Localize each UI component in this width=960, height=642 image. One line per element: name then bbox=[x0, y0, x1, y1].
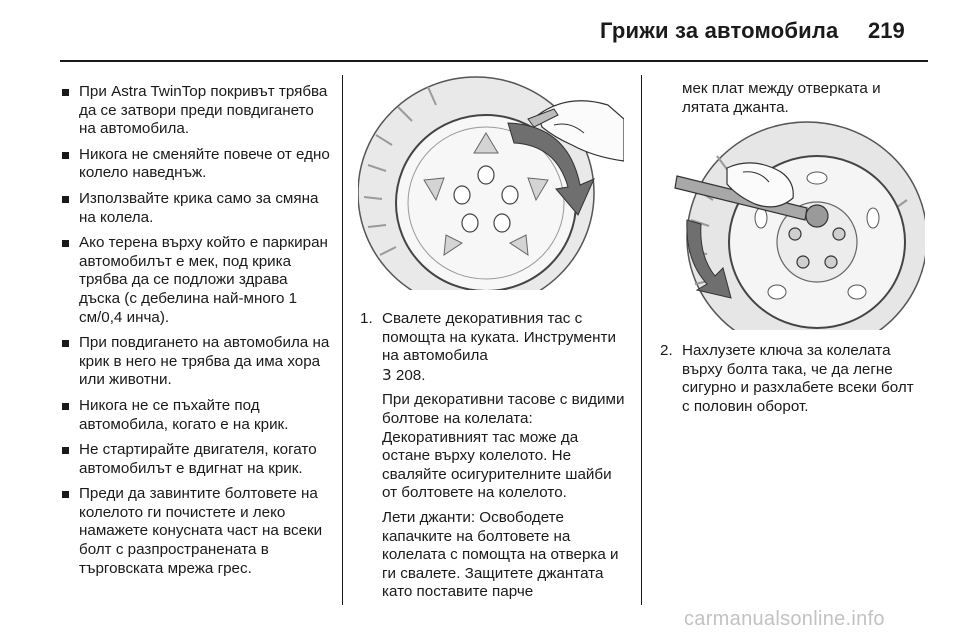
bullet-item bbox=[60, 83, 332, 139]
paragraph-continuation bbox=[660, 80, 920, 117]
bullet-item bbox=[60, 441, 332, 478]
paragraph-text: Лети джанти: Освободете капачките на болтовете на колелата с помощта на отверка и ги свалете. Защитете джантата като поставите парче bbox=[382, 508, 619, 601]
bullet-square-icon bbox=[62, 403, 69, 410]
bullet-item bbox=[60, 234, 332, 327]
watermark: carmanualsonline.info bbox=[684, 608, 885, 630]
page-reference-arrow-icon: 3 bbox=[382, 365, 392, 384]
step-2-body bbox=[660, 342, 920, 416]
left-column bbox=[60, 83, 332, 585]
page-reference-link[interactable]: 208. bbox=[395, 366, 426, 384]
column-divider-left bbox=[342, 75, 343, 605]
bullet-square-icon bbox=[62, 340, 69, 347]
bullet-text: Използвайте крика само за смяна на колела. bbox=[79, 189, 319, 226]
bullet-text: При Astra TwinTop покривът трябва да се затвори преди повдигането на автомобила. bbox=[79, 83, 328, 138]
bullet-item bbox=[60, 397, 332, 434]
bullet-text: При повдигането на автомобила на крик в него не трябва да има хора или животни. bbox=[79, 334, 330, 389]
bullet-item bbox=[60, 485, 332, 578]
step-number: 2. bbox=[660, 342, 673, 359]
page-number: 219 bbox=[868, 18, 905, 43]
safety-bullet-list bbox=[60, 83, 332, 578]
bullet-item bbox=[60, 334, 332, 390]
bullet-square-icon bbox=[62, 196, 69, 203]
bullet-square-icon bbox=[62, 152, 69, 159]
bullet-square-icon bbox=[62, 240, 69, 247]
paragraph-text: мек плат между отверката и лятата джанта. bbox=[682, 80, 881, 116]
step-1 bbox=[360, 310, 626, 385]
wheel-cover-removal-illustration bbox=[358, 75, 624, 290]
header-rule bbox=[60, 60, 928, 62]
step-text: Свалете декоративния тас с помощта на куката. Инструменти на автомобила bbox=[382, 310, 616, 365]
wheel-wrench-illustration bbox=[657, 120, 925, 330]
bullet-square-icon bbox=[62, 447, 69, 454]
bullet-text: Никога не сменяйте повече от едно колело наведнъж. bbox=[79, 145, 330, 182]
bullet-item bbox=[60, 190, 332, 227]
step-2 bbox=[660, 342, 920, 416]
middle-column bbox=[360, 310, 626, 608]
paragraph-text: При декоративни тасове с видими болтове на колелата: Декоративният тас може да остане върху колелото. Не сваляйте осигурителните шайби от болтовете на колелото. bbox=[382, 391, 625, 502]
bullet-square-icon bbox=[62, 89, 69, 96]
page-title: Грижи за автомобила bbox=[600, 18, 839, 43]
step-number: 1. bbox=[360, 310, 373, 327]
bullet-square-icon bbox=[62, 491, 69, 498]
bullet-text: Никога не се пъхайте под автомобила, когато е на крик. bbox=[79, 396, 289, 433]
column-divider-right bbox=[641, 75, 642, 605]
bullet-item bbox=[60, 146, 332, 183]
bullet-text: Преди да завинтите болтовете на колелото ги почистете и леко намажете конусната част на всеки болт с разпространената в търговската мрежа грес. bbox=[79, 485, 323, 577]
bullet-text: Ако терена върху който е паркиран автомобилът е мек, под крика трябва да се подложи здрава дъска (с дебелина най-много 1 см/0,4 инча). bbox=[79, 234, 328, 326]
right-column bbox=[660, 80, 920, 123]
paragraph-hubcaps bbox=[360, 391, 626, 503]
paragraph-alloy-wheels bbox=[360, 509, 626, 602]
bullet-text: Не стартирайте двигателя, когато автомобилът е вдигнат на крик. bbox=[79, 441, 317, 477]
step-text: Нахлузете ключа за колелата върху болта така, че да легне сигурно и разхлабете всеки болт с половин оборот. bbox=[682, 342, 914, 415]
